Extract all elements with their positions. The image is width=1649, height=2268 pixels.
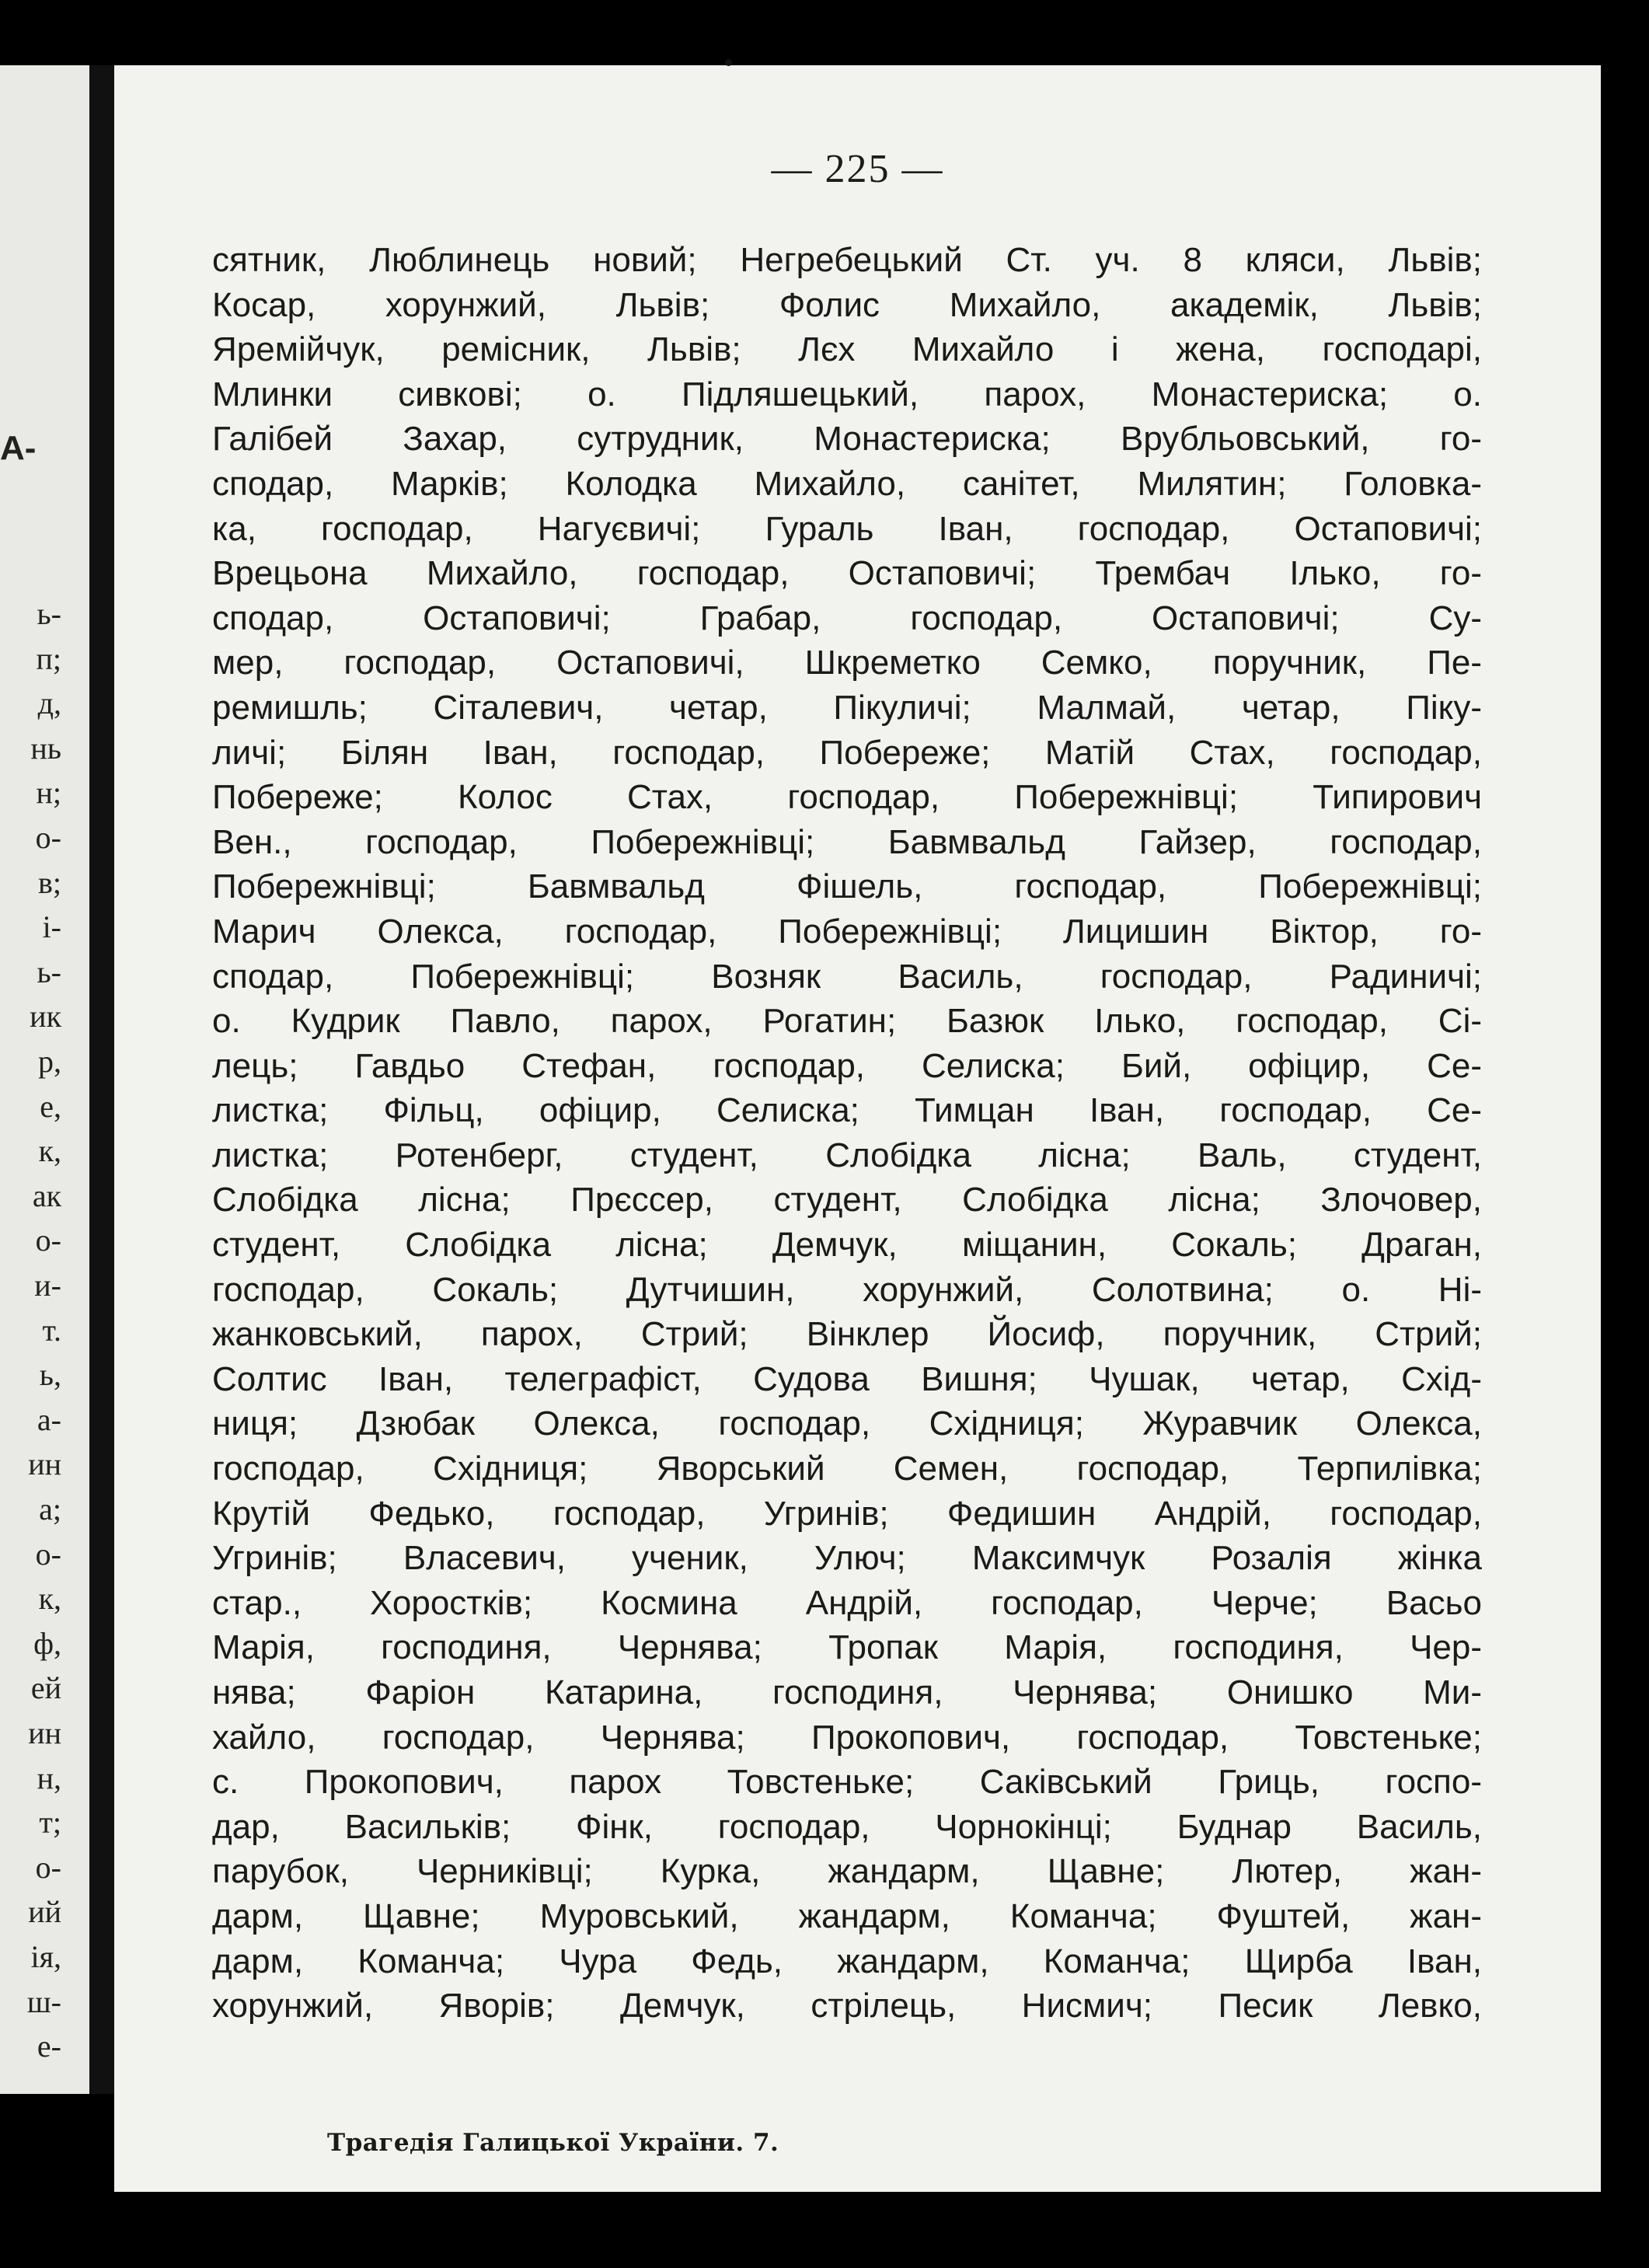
left-page-line-ending: о- bbox=[35, 1849, 61, 1885]
text-line: стар., Хоростків; Космина Андрій, господар, Черче; Васьо bbox=[212, 1583, 1482, 1622]
text-line: сподар, Марків; Колодка Михайло, санітет, Милятин; Головка- bbox=[212, 464, 1482, 503]
text-line: ремишль; Сіталевич, четар, Пікуличі; Малмай, четар, Піку- bbox=[212, 688, 1482, 727]
left-page-line-ending: о- bbox=[35, 1536, 61, 1572]
left-page-line-ending: ий bbox=[28, 1894, 61, 1930]
text-line: Марич Олекса, господар, Побережнівці; Лицишин Віктор, го- bbox=[212, 912, 1482, 951]
left-page-line-ending: е, bbox=[40, 1088, 61, 1124]
text-line: Крутій Федько, господар, Угринів; Федишин Андрій, господар, bbox=[212, 1494, 1482, 1533]
text-line: Галібей Захар, сутрудник, Монастериска; Врубльовський, го- bbox=[212, 420, 1482, 459]
text-line: нява; Фаріон Катарина, господиня, Чернява; Онишко Ми- bbox=[212, 1673, 1482, 1711]
text-line: жанковський, парох, Стрий; Вінклер Йосиф, поручник, Стрий; bbox=[212, 1315, 1482, 1354]
page-footer: Трагедія Галицької України. 7. bbox=[327, 2129, 779, 2157]
text-line: листка; Ротенберг, студент, Слобідка лісна; Валь, студент, bbox=[212, 1136, 1482, 1174]
text-line: Побереже; Колос Стах, господар, Побережнівці; Типирович bbox=[212, 778, 1482, 817]
text-line: с. Прокопович, парох Товстеньке; Саківський Гриць, госпо- bbox=[212, 1763, 1482, 1802]
left-page-line-ending: п; bbox=[36, 640, 61, 676]
left-page-line-ending: а; bbox=[39, 1492, 61, 1527]
left-page-line-ending: ей bbox=[30, 1670, 61, 1706]
left-page-line-ending: ь- bbox=[37, 954, 61, 989]
left-page-line-ending: т. bbox=[42, 1312, 61, 1348]
text-line: хайло, господар, Чернява; Прокопович, господар, Товстеньке; bbox=[212, 1718, 1482, 1757]
text-line: ниця; Дзюбак Олекса, господар, Східниця; Журавчик Олекса, bbox=[212, 1404, 1482, 1443]
page-number: — 225 — bbox=[771, 147, 944, 191]
text-line: Косар, хорунжий, Львів; Фолис Михайло, академік, Львів; bbox=[212, 285, 1482, 324]
left-page-line-ending: к, bbox=[38, 1133, 61, 1169]
left-page-line-ending: н, bbox=[37, 1760, 61, 1795]
text-line: сятник, Люблинець новий; Негребецький Ст. уч. 8 кляси, Львів; bbox=[212, 241, 1482, 279]
left-page-line-ending: ин bbox=[28, 1715, 61, 1750]
text-line: Марія, господиня, Чернява; Тропак Марія, господиня, Чер- bbox=[212, 1628, 1482, 1667]
left-page-line-ending: ш- bbox=[26, 1984, 61, 2019]
text-line: личі; Білян Іван, господар, Побереже; Матій Стах, господар, bbox=[212, 733, 1482, 772]
left-page-line-ending: в; bbox=[38, 864, 61, 900]
left-page-line-ending: і- bbox=[42, 909, 61, 945]
text-line: дар, Васильків; Фінк, господар, Чорнокінці; Буднар Василь, bbox=[212, 1807, 1482, 1846]
text-line: сподар, Остаповичі; Грабар, господар, Остаповичі; Су- bbox=[212, 598, 1482, 637]
text-line: Вен., господар, Побережнівці; Бавмвальд Гайзер, господар, bbox=[212, 822, 1482, 861]
text-line: дарм, Команча; Чура Федь, жандарм, Команча; Щирба Іван, bbox=[212, 1942, 1482, 1980]
left-page-line-ending: ин bbox=[28, 1446, 61, 1482]
text-line: Врецьона Михайло, господар, Остаповичі; Трембач Ілько, го- bbox=[212, 554, 1482, 593]
text-line: хорунжий, Яворів; Демчук, стрілець, Нисмич; Песик Левко, bbox=[212, 1987, 1482, 2025]
left-page-line-ending: нь bbox=[30, 730, 61, 766]
page-gutter bbox=[89, 65, 114, 2094]
text-line: Угринів; Власевич, ученик, Улюч; Максимчук Розалія жінка bbox=[212, 1539, 1482, 1578]
left-page-line-ending: р, bbox=[38, 1044, 61, 1079]
text-line: о. Кудрик Павло, парох, Рогатин; Базюк Ілько, господар, Сі- bbox=[212, 1002, 1482, 1041]
text-line: листка; Фільц, офіцир, Селиска; Тимцан Іван, господар, Се- bbox=[212, 1091, 1482, 1130]
text-line: Слобідка лісна; Прєссер, студент, Слобідка лісна; Злочовер, bbox=[212, 1181, 1482, 1219]
text-line: Млинки сивкові; о. Підляшецький, парох, Монастериска; о. bbox=[212, 375, 1482, 413]
left-page-line-ending: ик bbox=[30, 999, 61, 1035]
left-page-line-ending: и- bbox=[34, 1268, 61, 1303]
left-page-line-ending: о- bbox=[35, 820, 61, 855]
left-facing-page bbox=[0, 65, 89, 2094]
left-page-line-ending: д, bbox=[37, 686, 61, 721]
body-text bbox=[212, 238, 1482, 2029]
left-page-line-ending: ія, bbox=[30, 1939, 61, 1974]
left-page-line-ending: н; bbox=[36, 775, 61, 811]
text-line: Побережнівці; Бавмвальд Фішель, господар, Побережнівці; bbox=[212, 867, 1482, 906]
text-line: парубок, Черниківці; Курка, жандарм, Щавне; Лютер, жан- bbox=[212, 1852, 1482, 1891]
left-page-line-ending: ь- bbox=[37, 596, 61, 631]
left-page-line-ending: е- bbox=[37, 2029, 61, 2064]
left-page-line-ending: к, bbox=[38, 1581, 61, 1617]
left-page-mark: A- bbox=[0, 429, 37, 467]
left-page-line-ending: о- bbox=[35, 1223, 61, 1258]
left-page-line-ending: ф, bbox=[33, 1625, 61, 1661]
text-line: студент, Слобідка лісна; Демчук, міщанин, Сокаль; Драган, bbox=[212, 1226, 1482, 1265]
ink-dot bbox=[725, 59, 732, 66]
text-line: господар, Сокаль; Дутчишин, хорунжий, Солотвина; о. Ні- bbox=[212, 1270, 1482, 1309]
text-line: мер, господар, Остаповичі, Шкреметко Семко, поручник, Пе- bbox=[212, 644, 1482, 682]
text-line: Яремійчук, ремісник, Львів; Лєх Михайло і жена, господарі, bbox=[212, 330, 1482, 369]
text-line: дарм, Щавне; Муровський, жандарм, Команча; Фуштей, жан- bbox=[212, 1896, 1482, 1935]
text-line: лець; Гавдьо Стефан, господар, Селиска; Бий, офіцир, Се- bbox=[212, 1046, 1482, 1085]
left-page-line-ending: т; bbox=[39, 1805, 61, 1841]
text-line: Солтис Іван, телеграфіст, Судова Вишня; Чушак, четар, Схід- bbox=[212, 1359, 1482, 1398]
text-line: сподар, Побережнівці; Возняк Василь, господар, Радиничі; bbox=[212, 957, 1482, 996]
left-page-line-ending: ак bbox=[32, 1178, 61, 1213]
book-page bbox=[114, 65, 1601, 2192]
left-page-line-ending: ь, bbox=[39, 1357, 61, 1393]
text-line: ка, господар, Нагуєвичі; Гураль Іван, господар, Остаповичі; bbox=[212, 509, 1482, 548]
left-page-line-ending: а- bbox=[37, 1401, 61, 1437]
text-line: господар, Східниця; Яворський Семен, господар, Терпилівка; bbox=[212, 1450, 1482, 1488]
